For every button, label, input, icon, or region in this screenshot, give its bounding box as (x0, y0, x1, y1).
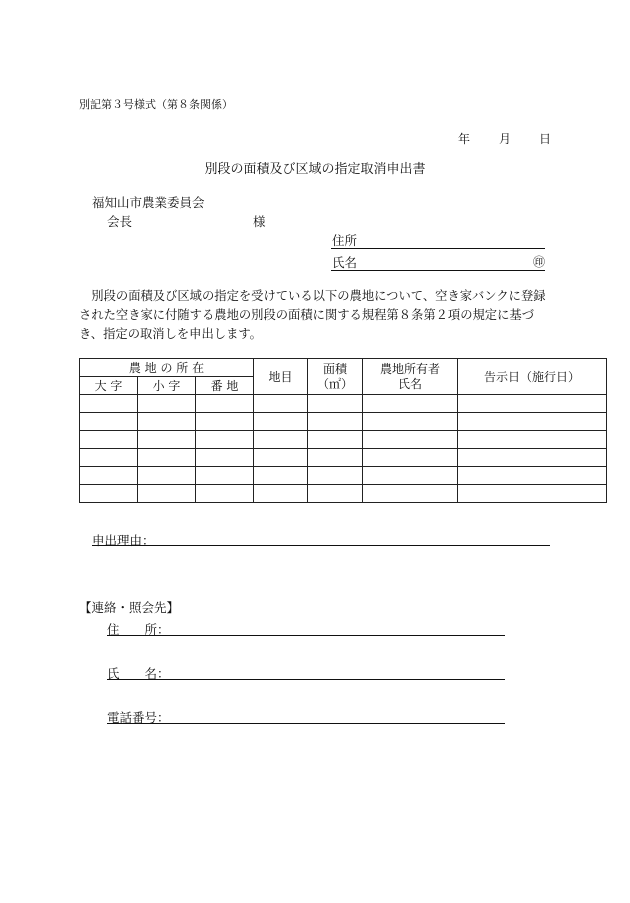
owner-header: 農地所有者 氏名 (363, 359, 458, 395)
form-id: 別記第３号様式（第８条関係） (79, 98, 233, 111)
table-row (80, 485, 607, 503)
contact-heading: 【連絡・照会先】 (79, 600, 180, 615)
oaza-header: 大 字 (80, 377, 138, 395)
table-row (80, 395, 607, 413)
reason-field[interactable] (92, 531, 550, 546)
addressee-chair: 会長 (107, 214, 133, 229)
date-day: 日 (539, 132, 552, 146)
document-title: 別段の面積及び区域の指定取消申出書 (204, 162, 426, 177)
seal-mark: ㊞ (532, 255, 545, 269)
contact-address-field[interactable] (107, 620, 505, 636)
notice-date-header: 告示日（施行日） (458, 359, 607, 395)
table-row (80, 467, 607, 485)
reason-label: 申出理由： (92, 533, 155, 548)
table-row (80, 413, 607, 431)
applicant-name-label: 氏名 (332, 255, 358, 270)
addressee-org: 福知山市農業委員会 (92, 195, 205, 210)
chimoku-header: 地目 (254, 359, 308, 395)
koaza-header: 小 字 (138, 377, 196, 395)
land-table (79, 358, 607, 503)
date-year: 年 (458, 132, 471, 146)
table-row (80, 449, 607, 467)
contact-name-field[interactable] (107, 664, 505, 680)
contact-name-label: 氏 名： (107, 666, 170, 681)
applicant-address-label: 住所 (332, 233, 358, 248)
body-text: 別段の面積及び区域の指定を受けている以下の農地について、空き家バンクに登録された空き家に付随する農地の別段の面積に関する規程第８条第２項の規定に基づき、指定の取消しを申出します。 (79, 289, 546, 341)
contact-phone-label: 電話番号： (107, 710, 170, 725)
contact-phone-field[interactable] (107, 708, 505, 724)
applicant-name-field[interactable] (331, 253, 545, 271)
applicant-address-field[interactable] (331, 231, 545, 249)
area-header: 面積 （㎡） (308, 359, 363, 395)
banchi-header: 番 地 (196, 377, 254, 395)
addressee-honorific: 様 (253, 214, 266, 229)
table-row (80, 431, 607, 449)
date-month: 月 (499, 132, 512, 146)
contact-address-label: 住 所： (107, 622, 170, 637)
location-header: 農 地 の 所 在 (80, 359, 254, 377)
